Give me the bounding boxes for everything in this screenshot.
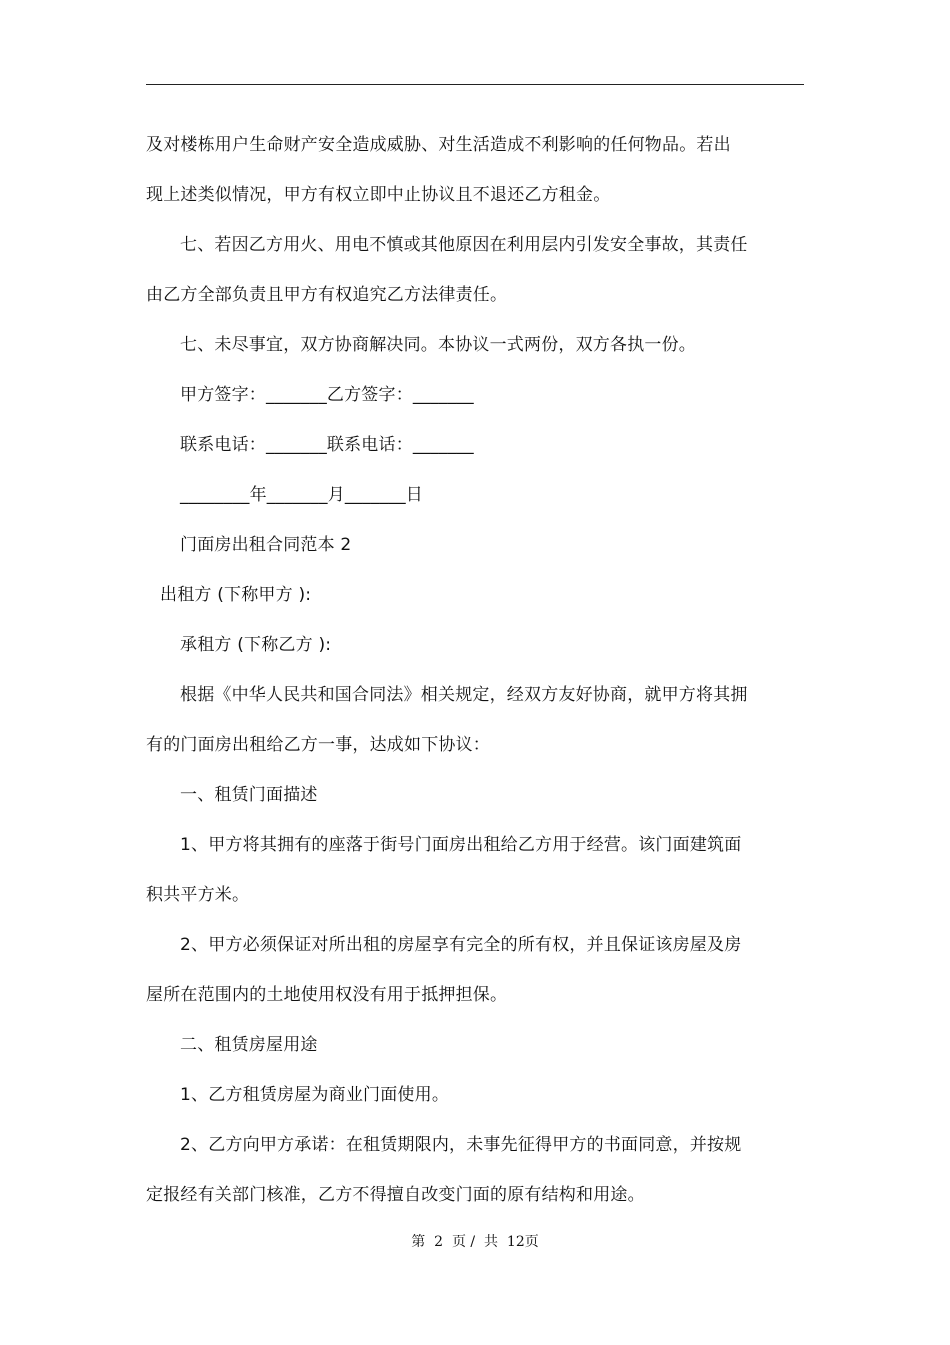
text-line-3: 七、若因乙方用火、用电不慎或其他原因在利用层内引发安全事故，其责任 (180, 235, 748, 255)
text-line-2: 现上述类似情况，甲方有权立即中止协议且不退还乙方租金。 (146, 185, 611, 205)
text-line-17: 2、甲方必须保证对所出租的房屋享有完全的所有权，并且保证该房屋及房 (180, 935, 742, 955)
text-line-18: 屋所在范围内的土地使用权没有用于抵押担保。 (146, 985, 508, 1005)
lessor-line: 出租方 (下称甲方 ): (160, 585, 312, 605)
text-line-15: 1、甲方将其拥有的座落于街号门面房出租给乙方用于经营。该门面建筑面 (180, 835, 742, 855)
text-line-1: 及对楼栋用户生命财产安全造成威胁、对生活造成不利影响的任何物品。若出 (146, 135, 731, 155)
heading-2: 二、租赁房屋用途 (180, 1035, 318, 1055)
header-rule (146, 84, 804, 85)
text-line-16: 积共平方米。 (146, 885, 250, 905)
text-line-20: 1、乙方租赁房屋为商业门面使用。 (180, 1085, 450, 1105)
text-line-13: 有的门面房出租给乙方一事，达成如下协议： (146, 735, 490, 755)
page-number-footer: 第 2 页 / 共 12页 (411, 1234, 539, 1250)
date-line: ________年_______月_______日 (180, 485, 423, 505)
text-line-4: 由乙方全部负责且甲方有权追究乙方法律责任。 (146, 285, 508, 305)
text-line-12: 根据《中华人民共和国合同法》相关规定，经双方友好协商，就甲方将其拥 (180, 685, 748, 705)
text-line-22: 定报经有关部门核准，乙方不得擅自改变门面的原有结构和用途。 (146, 1185, 645, 1205)
heading-1: 一、租赁门面描述 (180, 785, 318, 805)
lessee-line: 承租方 (下称乙方 ): (180, 635, 332, 655)
section-title: 门面房出租合同范本 2 (180, 535, 352, 555)
text-line-21: 2、乙方向甲方承诺：在租赁期限内，未事先征得甲方的书面同意，并按规 (180, 1135, 742, 1155)
text-line-5: 七、未尽事宜，双方协商解决同。本协议一式两份，双方各执一份。 (180, 335, 696, 355)
signature-line: 甲方签字：_______乙方签字：_______ (180, 385, 474, 405)
phone-line: 联系电话：_______联系电话：_______ (180, 435, 474, 455)
